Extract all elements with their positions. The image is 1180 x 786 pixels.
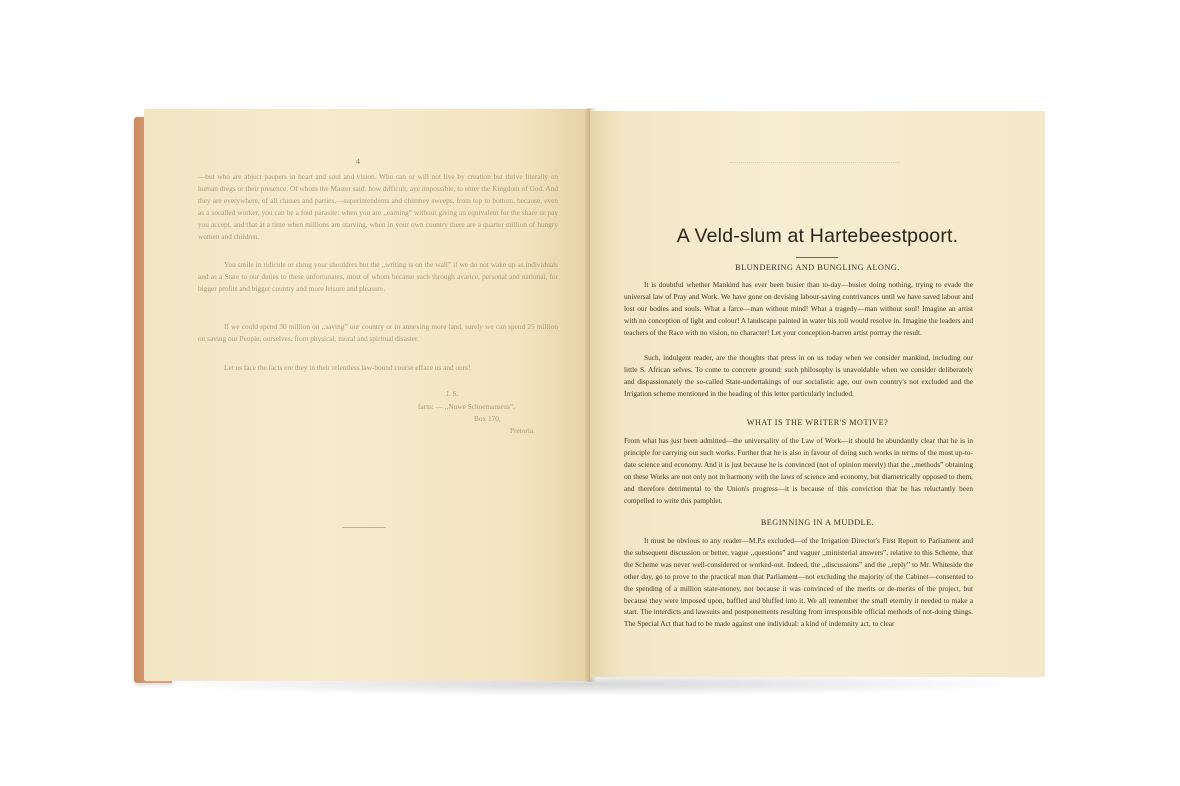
section-heading-muddle: BEGINNING IN A MUDDLE. — [760, 518, 875, 527]
title-rule — [796, 257, 838, 258]
right-page — [590, 111, 1045, 677]
muddle-paragraph-1: It must be obvious to any reader—M.P.s excluded—of the Irrigation Director's First Report to Parliament and the subsequent discussion or better, vague ,,questions” and vaguer ,,ministerial answers”, relative to this Scheme, that the Scheme was never well-considered or worked-out. Indeed, the ,,discussions” and the ,,reply” to Mr. Whiteside the other day, go to prove to the practical man that Parliament—not excluding the majority of the Cabinet—consented to the spending of a million state-money, not because it was convinced of the merits or de-merits of the project, but because they were imposed upon, baffled and bluffed into it. We all remember the small eternity it needed to make a start. The interdicts and lawsuits and postponements resulting from irresponsible official methods of not-doing things. The Special Act that had to be made against one individual: a kind of indemnity act, to clear — [624, 536, 973, 629]
page-number: 4 — [356, 157, 360, 166]
signature-city: Pretoria. — [510, 426, 535, 435]
section-heading-blundering: BLUNDERING AND BUNGLING ALONG. — [735, 263, 900, 272]
faint-bleed-line — [730, 162, 900, 163]
left-paragraph-4: Let us face the facts ere they in their relentless law-bound course efface us and ours! — [224, 363, 471, 372]
signature-initials: J. S. — [446, 389, 459, 398]
left-page — [144, 109, 590, 681]
signature-farm: farm: — ,,Nuwe Schoemansrus”. — [418, 402, 515, 411]
blundering-paragraph-2: Such, indulgent reader, are the thoughts that press in on us today when we consider mankind, including our little S. African selves. To come to concrete ground: such philosophy is unavoidable when we consider deliberately and dispassionately the so-called State-undertakings of our socialistic age, our own country's not excluded and the Irrigation scheme mentioned in the heading of this letter particularly included. — [624, 353, 973, 398]
motive-paragraph-1: From what has just been admitted—the universality of the Law of Work—it should be abundantly clear that he is in principle for carrying out such works. Further that he is also in favour of doing such works in terms of the most up-to-date science and economy. And it is just because he is convinced (not of opinion merely) that the ,,methods” obtaining on these Works are not only not in harmony with the laws of science and economy, but diametrically opposed to them, and therefore detrimental to the Union's progress—it is because of this conviction that he has reluctantly been compelled to write this pamphlet. — [624, 436, 973, 505]
section-heading-motive: WHAT IS THE WRITER'S MOTIVE? — [746, 418, 889, 427]
left-paragraph-3: If we could spend 30 million on ,,saving” our country or in annexing more land, surely we can spend 25 million on saving our People, ourselves, from physical, moral and spiritual disaster. — [198, 322, 558, 344]
signature-box: Box 170, — [474, 414, 501, 423]
page-title: A Veld-slum at Hartebeestpoort. — [676, 225, 959, 247]
section-divider — [342, 527, 386, 528]
left-paragraph-2: You smile in ridicule or shrug your shoulders but the ,,writing is on the wall” if we do not wake up as individuals and as a State to our duties to these unfortunates, most of whom became such through avarice, personal and national, for bigger profits and bigger country and more leisure and pleasure. — [198, 260, 558, 294]
blundering-paragraph-1: It is doubtful whether Mankind has ever been busier than to-day—busier doing nothing, trying to evade the universal law of Pray and Work. We have gone on devising labour-saving contrivances until we have saved labour and lost our bodies and souls. What a farce—man without mind! What a tragedy—man without soul! Imagine an artist with no conception of light and colour! A landscape painted in water his toil would resolve in. Imagine the leaders and teachers of the Race with no vision, no character! Let your conception-barren artist portray the result. — [624, 280, 973, 337]
left-paragraph-1: —but who are abject paupers in heart and soul and vision. Who can or will not live by creation but thrive literally on human dregs or their presence. Of whom the Master said: how difficult, aye impossible, to enter the Kingdom of God. And they are everywhere, of all classes and parties,—superintendents and chimney sweeps, from top to bottom, because, even as a socalled worker, you can be a foul parasite: when you are ,,earning” without giving an equivalent for the share or pay you accept, and that at a time when millions are starving, when in your own country there are a quarter million of hungry women and children. — [198, 172, 558, 242]
